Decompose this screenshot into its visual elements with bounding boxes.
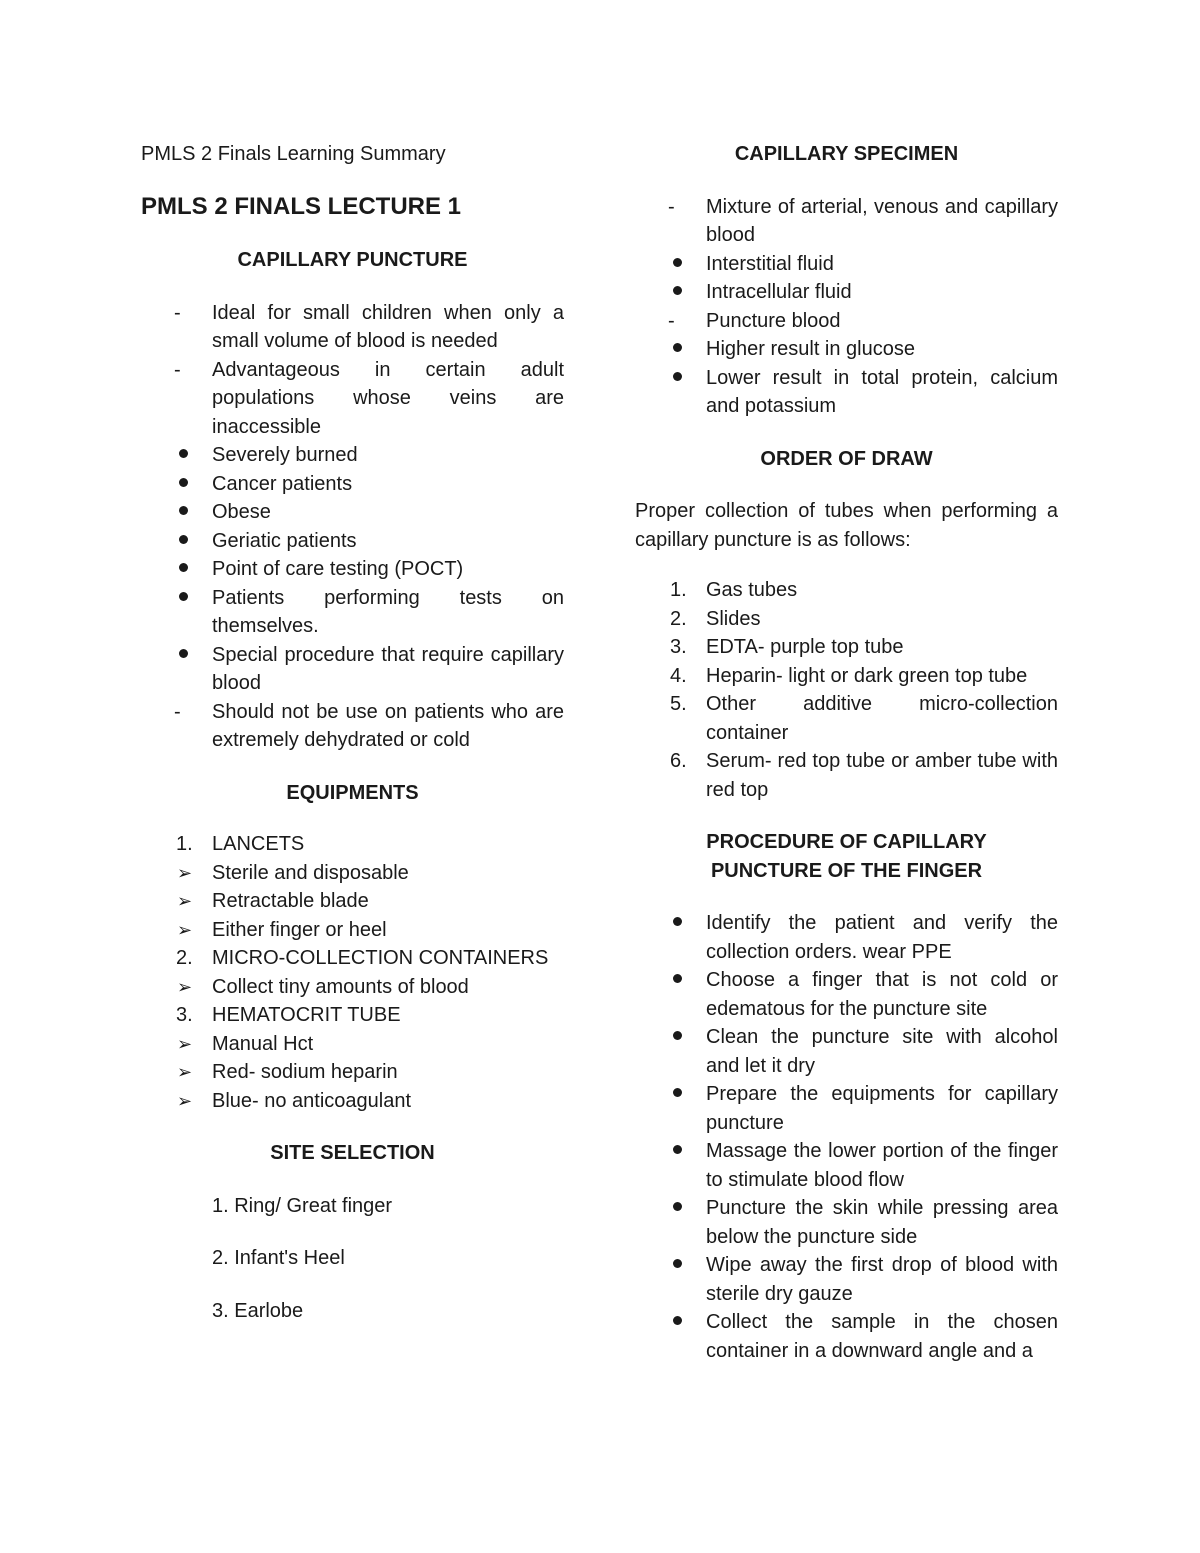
list-item <box>635 1023 1058 1080</box>
list-number: 2. <box>670 607 687 630</box>
capillary-puncture-list <box>141 299 564 755</box>
list-item <box>141 299 564 356</box>
bullet-dot-icon <box>635 1251 706 1280</box>
list-item-text: Intracellular fluid <box>706 281 852 303</box>
list-item <box>141 1058 564 1087</box>
list-item <box>635 193 1058 250</box>
list-item <box>141 470 564 499</box>
section-heading-equipments: EQUIPMENTS <box>286 781 419 804</box>
bullet-dot-icon <box>635 1137 706 1166</box>
list-number: 1. <box>670 579 687 601</box>
order-of-draw-list <box>635 576 1058 804</box>
list-item <box>635 690 1058 747</box>
list-item-text: Advantageous in certain adult populations whose veins are inaccessible <box>212 358 564 438</box>
list-item <box>141 973 564 1002</box>
list-item-text: Higher result in glucose <box>706 338 915 360</box>
list-item-text: Prepare the equipments for capillary puncture <box>706 1083 1058 1134</box>
bullet-dot-icon <box>141 498 212 527</box>
list-item-text: Collect tiny amounts of blood <box>212 975 469 998</box>
list-number: 4. <box>670 664 687 687</box>
list-item-text: Red- sodium heparin <box>212 1061 398 1083</box>
list-item <box>635 1308 1058 1365</box>
site-item: 3. Earlobe <box>212 1299 304 1322</box>
list-item <box>635 633 1058 662</box>
list-item <box>635 605 1058 634</box>
lecture-title: PMLS 2 FINALS LECTURE 1 <box>141 193 462 220</box>
list-item <box>141 698 564 755</box>
bullet-dot-icon <box>141 470 212 499</box>
list-item <box>635 662 1058 691</box>
list-item <box>141 887 564 916</box>
list-item <box>141 584 564 641</box>
list-item <box>141 356 564 442</box>
arrow-bullet-icon: ➢ <box>177 1062 193 1082</box>
bullet-dot-icon <box>635 966 706 995</box>
section-heading-capillary-specimen: CAPILLARY SPECIMEN <box>734 143 959 165</box>
list-number: 1. <box>176 833 193 855</box>
list-item-text: EDTA- purple top tube <box>706 636 904 658</box>
list-item <box>141 859 564 888</box>
list-number: 3. <box>176 1004 193 1026</box>
dash-bullet: - <box>174 358 181 381</box>
bullet-dot-icon <box>141 441 212 470</box>
section-heading-procedure-line1: PROCEDURE OF CAPILLARY <box>706 831 987 853</box>
list-item-text: Interstitial fluid <box>706 252 834 275</box>
list-item-text: Wipe away the first drop of blood with sterile dry gauze <box>706 1254 1058 1305</box>
list-item <box>141 441 564 470</box>
list-item-text: Massage the lower portion of the finger to stimulate blood flow <box>706 1140 1058 1191</box>
list-item <box>141 555 564 584</box>
list-item-text: Either finger or heel <box>212 918 387 941</box>
bullet-dot-icon <box>635 909 706 938</box>
right-column <box>635 136 1058 1365</box>
list-number: 2. <box>176 947 193 969</box>
list-item-text: Heparin- light or dark green top tube <box>706 664 1028 687</box>
bullet-dot-icon <box>141 527 212 556</box>
bullet-dot-icon <box>635 364 706 393</box>
section-heading-order-of-draw: ORDER OF DRAW <box>760 447 933 470</box>
site-item: 1. Ring/ Great finger <box>212 1194 393 1217</box>
bullet-dot-icon <box>141 641 212 670</box>
left-column <box>141 136 564 1325</box>
list-number: 3. <box>670 636 687 658</box>
list-item-text: HEMATOCRIT TUBE <box>212 1004 401 1026</box>
bullet-dot-icon <box>635 1308 706 1337</box>
list-item-text: Patients performing tests on themselves. <box>212 586 564 637</box>
list-item <box>635 966 1058 1023</box>
list-item <box>635 1080 1058 1137</box>
list-item <box>635 576 1058 605</box>
list-item-text: Puncture blood <box>706 309 841 332</box>
bullet-dot-icon <box>635 1023 706 1052</box>
list-item-text: Identify the patient and verify the collection orders. wear PPE <box>706 912 1058 963</box>
list-item <box>141 498 564 527</box>
list-item <box>635 1251 1058 1308</box>
section-heading-procedure-line2: PUNCTURE OF THE FINGER <box>710 859 983 882</box>
list-item <box>635 1194 1058 1251</box>
list-item <box>141 830 564 859</box>
list-item-text: Slides <box>706 607 761 630</box>
list-item-text: Geriatic patients <box>212 529 357 552</box>
bullet-dot-icon <box>635 1194 706 1223</box>
list-item <box>635 364 1058 421</box>
section-heading-site-selection: SITE SELECTION <box>270 1142 435 1164</box>
list-item-text: Lower result in total protein, calcium and potassium <box>706 366 1058 417</box>
list-item-text: Severely burned <box>212 444 358 466</box>
list-item <box>635 250 1058 279</box>
list-item <box>635 909 1058 966</box>
bullet-dot-icon <box>635 250 706 279</box>
document-title: PMLS 2 Finals Learning Summary <box>141 143 446 165</box>
list-item <box>635 278 1058 307</box>
equipments-list <box>141 830 564 1115</box>
section-heading-capillary-puncture: CAPILLARY PUNCTURE <box>237 249 468 271</box>
list-item-text: Sterile and disposable <box>212 861 409 884</box>
list-item-text: MICRO-COLLECTION CONTAINERS <box>212 947 549 969</box>
arrow-bullet-icon: ➢ <box>177 1090 193 1111</box>
list-item-text: Retractable blade <box>212 890 369 912</box>
list-item <box>635 335 1058 364</box>
arrow-bullet-icon: ➢ <box>177 891 193 911</box>
list-item-text: Blue- no anticoagulant <box>212 1089 412 1112</box>
list-number: 6. <box>670 750 687 772</box>
list-item-text: LANCETS <box>212 833 305 855</box>
arrow-bullet-icon: ➢ <box>177 976 193 997</box>
list-item-text: Mixture of arterial, venous and capillary blood <box>706 195 1058 246</box>
order-of-draw-intro: Proper collection of tubes when performing a capillary puncture is as follows: <box>635 500 1058 551</box>
list-item-text: Clean the puncture site with alcohol and let it dry <box>706 1026 1058 1077</box>
dash-bullet: - <box>668 309 675 332</box>
site-item: 2. Infant's Heel <box>212 1247 345 1269</box>
procedure-list <box>635 909 1058 1365</box>
bullet-dot-icon <box>141 555 212 584</box>
dash-bullet: - <box>668 195 675 218</box>
list-item-text: Special procedure that require capillary blood <box>212 643 564 694</box>
site-selection-list <box>141 1192 564 1326</box>
list-item <box>141 641 564 698</box>
list-item-text: Should not be use on patients who are extremely dehydrated or cold <box>212 700 564 751</box>
list-item-text: Serum- red top tube or amber tube with red top <box>706 750 1058 801</box>
arrow-bullet-icon: ➢ <box>177 1033 193 1054</box>
list-item-text: Point of care testing (POCT) <box>212 558 464 580</box>
list-item-text: Obese <box>212 501 271 523</box>
list-item-text: Cancer patients <box>212 472 353 495</box>
arrow-bullet-icon: ➢ <box>177 919 193 940</box>
bullet-dot-icon <box>635 278 706 307</box>
list-item-text: Choose a finger that is not cold or edematous for the puncture site <box>706 969 1058 1020</box>
capillary-specimen-list <box>635 193 1058 421</box>
list-item <box>635 1137 1058 1194</box>
list-item-text: Other additive micro-collection container <box>706 693 1058 744</box>
list-item <box>141 1087 564 1116</box>
list-item <box>141 1001 564 1030</box>
dash-bullet: - <box>174 700 181 723</box>
list-number: 5. <box>670 693 687 715</box>
list-item <box>141 944 564 973</box>
bullet-dot-icon <box>635 1080 706 1109</box>
list-item-text: Collect the sample in the chosen container in a downward angle and a <box>706 1311 1058 1362</box>
list-item-text: Manual Hct <box>212 1032 314 1055</box>
list-item-text: Puncture the skin while pressing area below the puncture side <box>706 1197 1058 1248</box>
bullet-dot-icon <box>635 335 706 364</box>
bullet-dot-icon <box>141 584 212 613</box>
list-item <box>635 307 1058 336</box>
list-item <box>141 916 564 945</box>
list-item <box>141 527 564 556</box>
arrow-bullet-icon: ➢ <box>177 862 193 883</box>
list-item-text: Ideal for small children when only a small volume of blood is needed <box>212 301 564 352</box>
list-item <box>635 747 1058 804</box>
list-item-text: Gas tubes <box>706 579 798 601</box>
dash-bullet: - <box>174 301 181 324</box>
list-item <box>141 1030 564 1059</box>
